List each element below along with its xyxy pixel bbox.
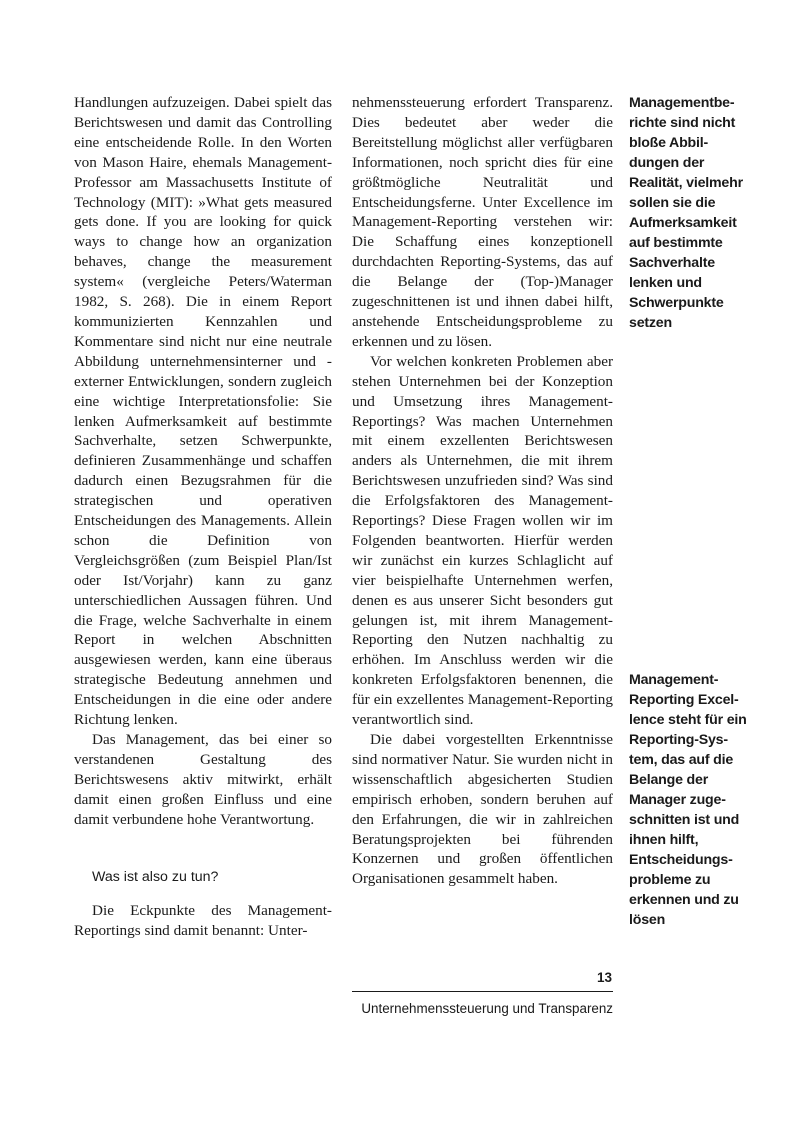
left-paragraph-1: Handlungen aufzuzeigen. Dabei spielt das Berichtswesen und damit das Controlling eine entscheidende Rolle. In den Worten von Mason Haire, ehemals Management-Professor am Massachusetts Institute of Technology (MIT): »What gets measured gets done. If you are looking for quick ways to change how an organization behaves, change the measurement system« (vergleiche Peters/Waterman 1982, S. 268). Die in einem Report kommunizierten Kennzahlen und Kommentare sind nicht nur eine neutrale Abbildung unternehmensinterner und -externer Entwicklungen, sondern zugleich eine wichtige Interpretationsfolie: Sie lenken Aufmerksamkeit auf bestimmte Sachverhalte, setzen Schwerpunkte, definieren Zusammenhänge und schaffen dadurch einen Bezugsrahmen für die strategischen und operativen Entscheidungen des Managements. Allein schon die Definition von Vergleichsgrößen (zum Beispiel Plan/Ist oder Ist/Vorjahr) kann zu ganz unterschiedlichen Aussagen führen. Und die Frage, welche Sachverhalte in einem Report in welchen Abschnitten ausgewiesen werden, kann eine überaus strategische Bedeutung annehmen und Entscheidungen in die eine oder andere Richtung lenken. [74, 94, 332, 729]
footer-rule [352, 991, 613, 992]
right-text-column [352, 93, 613, 889]
margin-note-2: Management- Reporting Excel- lence steht für ein Reporting-Sys- tem, das auf die Belange der Manager zuge- schnitten ist und ihnen hilft, Entscheidungs- probleme zu erkennen und zu lösen [629, 672, 747, 928]
right-paragraph-1: nehmenssteuerung erfordert Transparenz. Dies bedeutet aber weder die Bereitstellung möglichst aller verfügbaren Informationen, noch spricht dies für eine größtmögliche Neutralität und Entscheidungsferne. Unter Excellence im Management-Reporting verstehen wir: Die Schaffung eines konzeptionell durchdachten Reporting-Systems, das auf die Belange der (Top-)Manager zugeschnittenen ist und ihnen dabei hilft, anstehende Entscheidungsprobleme zu erkennen und zu lösen. [352, 94, 613, 350]
left-text-column [74, 93, 332, 941]
right-paragraph-2: Vor welchen konkreten Problemen aber stehen Unternehmen bei der Konzeption und Umsetzung ihres Management-Reportings? Was machen Unternehmen mit einem exzellenten Berichtswesen anders als Unternehmen, die mit ihrem Berichtswesen unzufrieden sind? Was sind die Erfolgsfaktoren des Management-Reportings? Diese Fragen wollen wir im Folgenden beantworten. Hierfür werden wir zunächst ein kurzes Schlaglicht auf vier beispielhafte Unternehmen werfen, denen es aus unserer Sicht besonders gut gelungen ist, mit ihrem Management-Reporting den Nutzen nachhaltig zu erhöhen. Im Anschluss werden wir die konkreten Erfolgsfaktoren benennen, die für ein exzellentes Management-Reporting verantwortlich sind. [352, 352, 613, 729]
running-footer-title: Unternehmenssteuerung und Transparenz [361, 1001, 613, 1016]
section-subheading: Was ist also zu tun? [92, 868, 219, 885]
right-paragraph-3: Die dabei vorgestellten Erkenntnisse sind normativer Natur. Sie wurden nicht in wissenschaftlich abgesicherten Studien empirisch erhoben, sondern beruhen auf den Erfahrungen, die wir in zahlreichen Beratungsprojekten bei führenden Konzernen und großen öffentlichen Organisationen gesammelt haben. [352, 731, 613, 888]
left-paragraph-3: Die Eckpunkte des Management-Reportings sind damit benannt: Unter- [74, 902, 332, 940]
page-number: 13 [596, 970, 612, 985]
left-paragraph-2: Das Management, das bei einer so verstandenen Gestaltung des Berichtswesens aktiv mitwirkt, erhält damit einen großen Einfluss und eine damit verbundene hohe Verantwortung. [74, 731, 332, 828]
margin-note-1: Managementbe- richte sind nicht bloße Abbil- dungen der Realität, vielmehr sollen sie die Aufmerksamkeit auf bestimmte Sachverhalte lenken und Schwerpunkte setzen [629, 95, 743, 331]
